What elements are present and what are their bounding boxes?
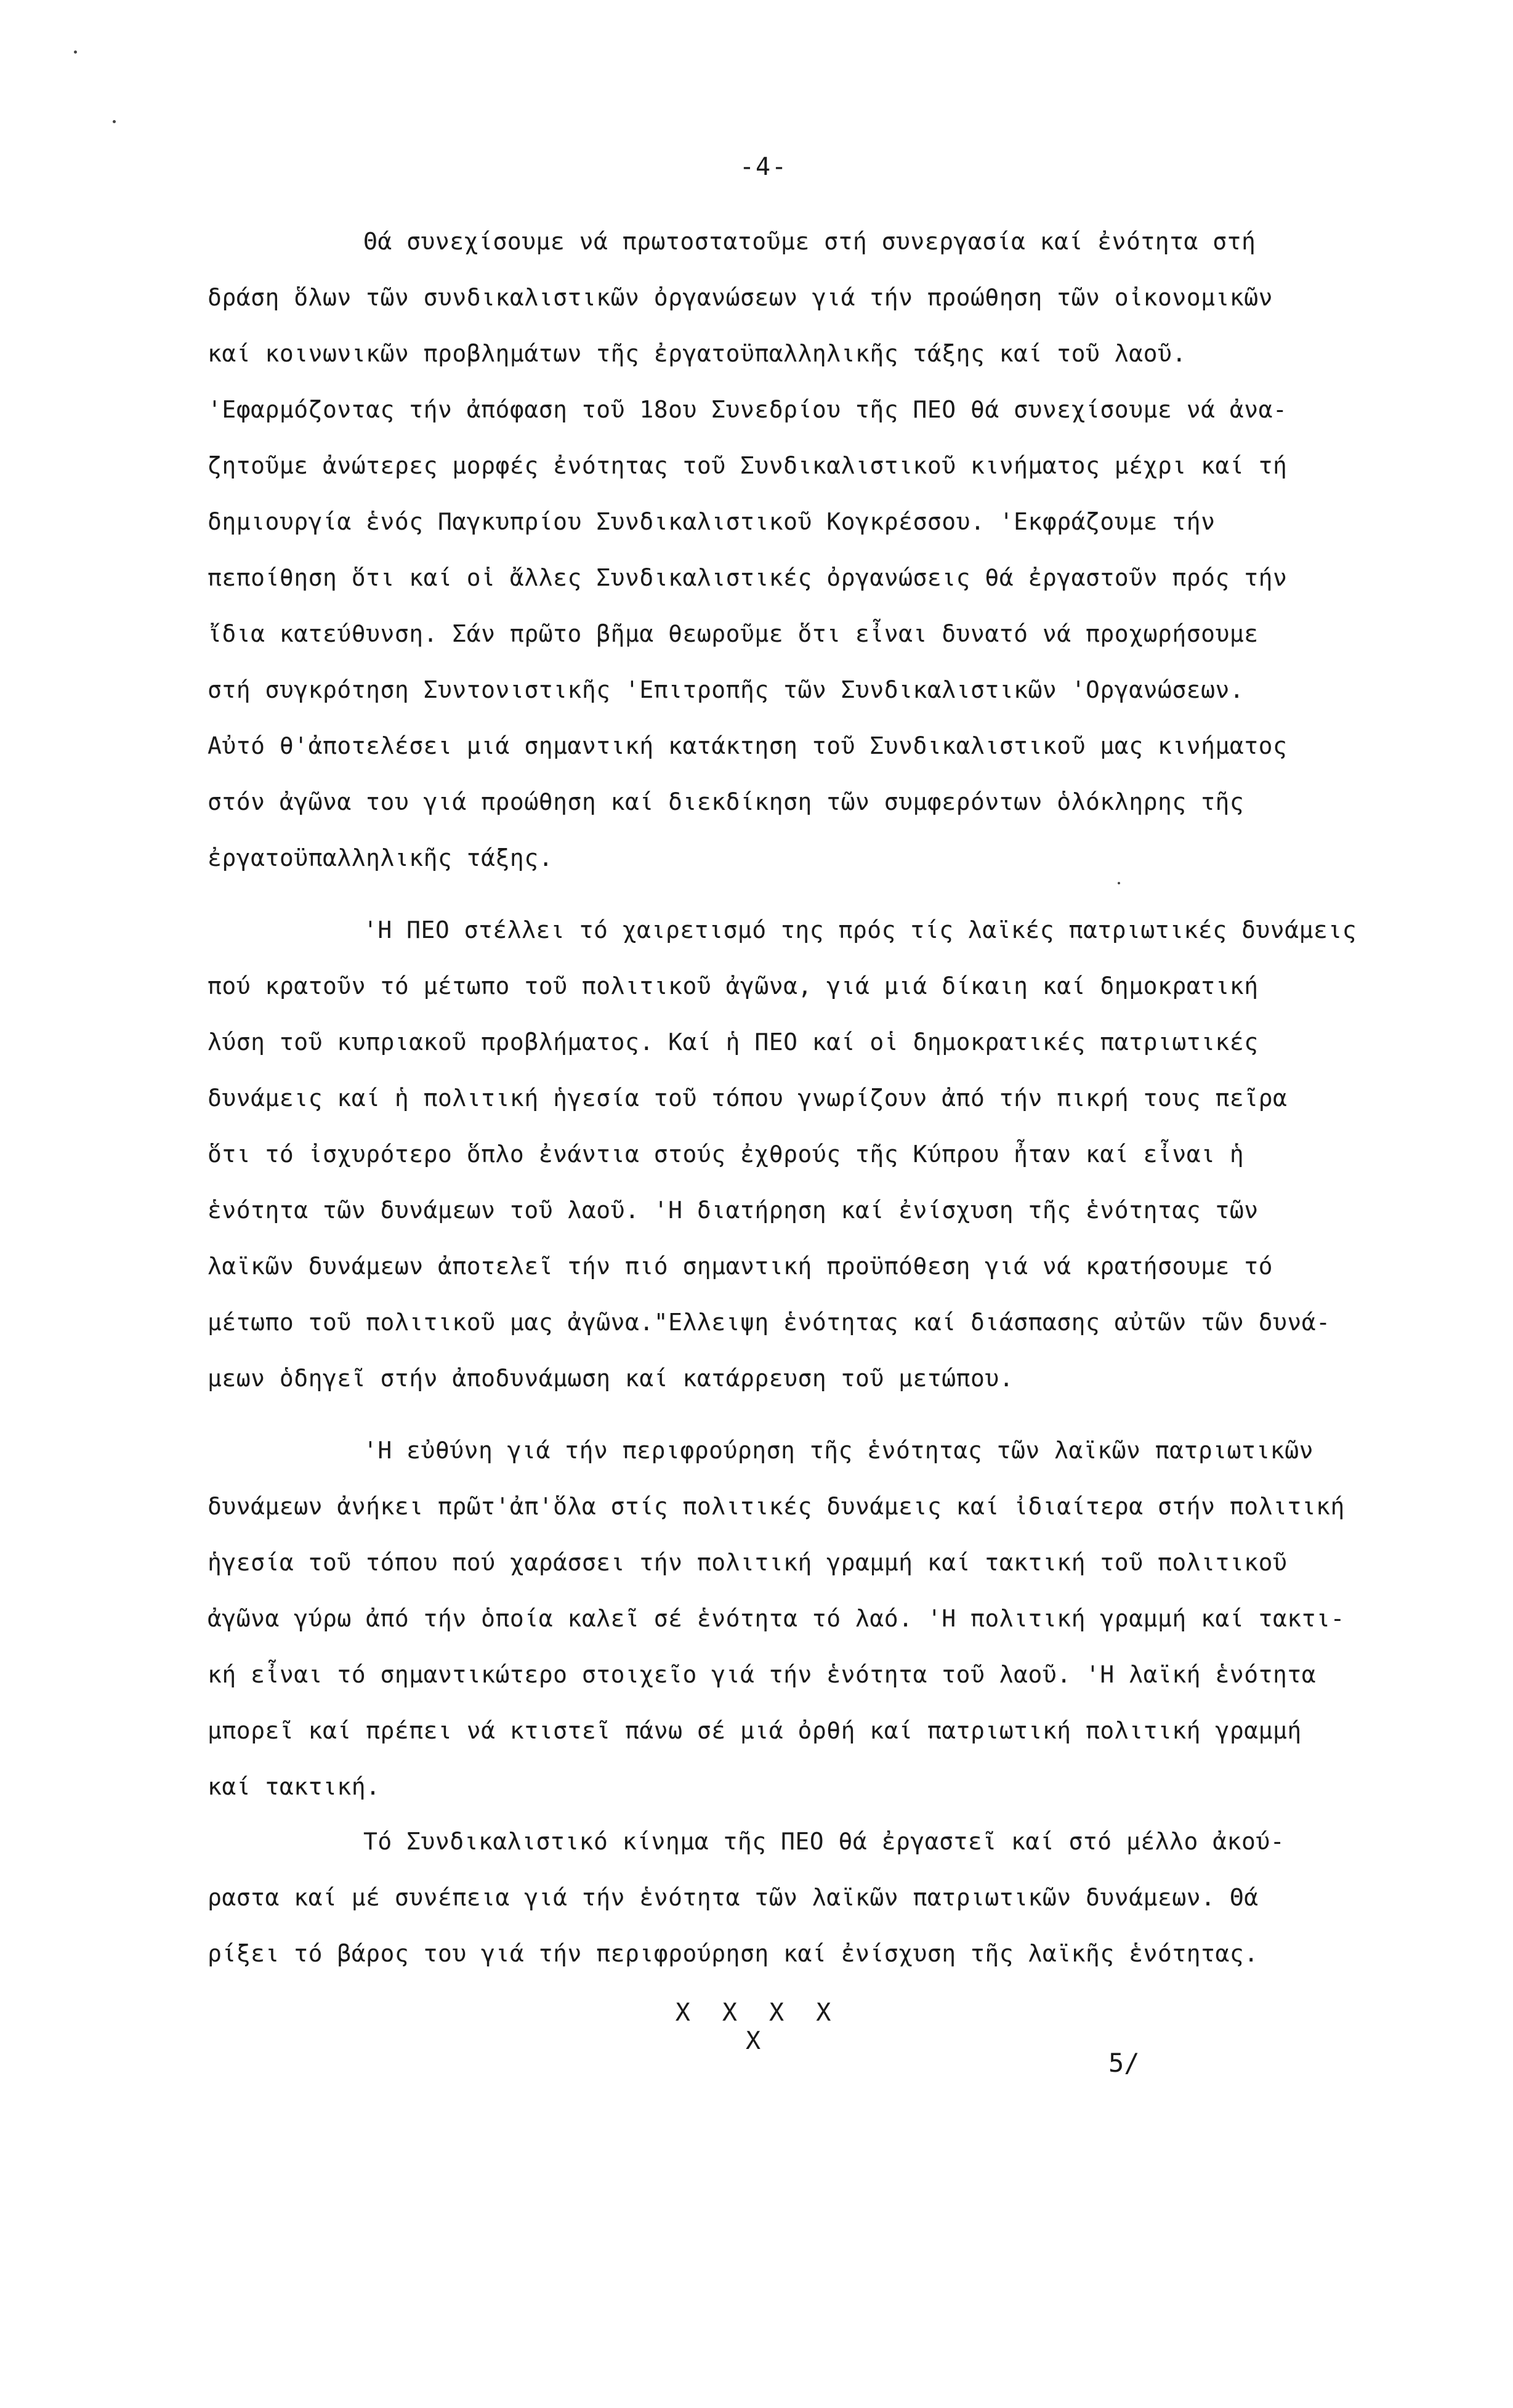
paragraph-2-line-7: λαϊκῶν δυνάμεων ἀποτελεῖ τήν πιό σημαντική προϋπόθεση γιά νά κρατήσουμε τό [208, 1253, 1273, 1280]
paragraph-4-line-2: ραστα καί μέ συνέπεια γιά τήν ἑνότητα τῶν λαϊκῶν πατριωτικῶν δυνάμεων. Θά [208, 1884, 1259, 1911]
paragraph-1-line-7: πεποίθηση ὅτι καί οἱ ἄλλες Συνδικαλιστικές ὀργανώσεις θά ἐργαστοῦν πρός τήν [208, 564, 1288, 591]
scan-speck [1118, 882, 1120, 884]
paragraph-3-line-6: μπορεῖ καί πρέπει νά κτιστεῖ πάνω σέ μιά ὀρθή καί πατριωτική πολιτική γραμμή [208, 1717, 1302, 1744]
paragraph-1-line-4: 'Εφαρμόζοντας τήν ἀπόφαση τοῦ 18ου Συνεδρίου τῆς ΠΕΟ θά συνεχίσουμε νά ἀνα- [208, 396, 1288, 423]
paragraph-1-line-1: Θά συνεχίσουμε νά πρωτοστατοῦμε στή συνεργασία καί ἐνότητα στή [363, 228, 1256, 255]
page-number: -4- [739, 153, 788, 181]
paragraph-2-line-5: ὅτι τό ἰσχυρότερο ὅπλο ἐνάντια στούς ἐχθρούς τῆς Κύπρου ἦταν καί εἶναι ἡ [208, 1141, 1245, 1168]
paragraph-3-line-4: ἀγῶνα γύρω ἀπό τήν ὁποία καλεῖ σέ ἑνότητα τό λαό. 'Η πολιτική γραμμή καί τακτι- [208, 1605, 1345, 1632]
paragraph-1-line-9: στή συγκρότηση Συντονιστικῆς 'Επιτροπῆς τῶν Συνδικαλιστικῶν 'Οργανώσεων. [208, 676, 1245, 703]
scan-speck [74, 51, 77, 54]
paragraph-3-line-3: ἡγεσία τοῦ τόπου πού χαράσσει τήν πολιτική γραμμή καί τακτική τοῦ πολιτικοῦ [208, 1549, 1288, 1576]
paragraph-3-line-1: 'Η εὐθύνη γιά τήν περιφρούρηση τῆς ἑνότητας τῶν λαϊκῶν πατριωτικῶν [363, 1437, 1313, 1464]
paragraph-2-line-2: πού κρατοῦν τό μέτωπο τοῦ πολιτικοῦ ἀγῶνα, γιά μιά δίκαιη καί δημοκρατική [208, 972, 1259, 1000]
paragraph-1-line-6: δημιουργία ἑνός Παγκυπρίου Συνδικαλιστικοῦ Κογκρέσσου. 'Εκφράζουμε τήν [208, 508, 1216, 535]
paragraph-1-line-8: ἴδια κατεύθυνση. Σάν πρῶτο βῆμα θεωροῦμε ὅτι εἶναι δυνατό νά προχωρήσουμε [208, 620, 1259, 647]
paragraph-4-line-3: ρίξει τό βάρος του γιά τήν περιφρούρηση καί ἐνίσχυση τῆς λαϊκῆς ἑνότητας. [208, 1940, 1259, 1967]
paragraph-1-line-3: καί κοινωνικῶν προβλημάτων τῆς ἐργατοϋπαλληλικῆς τάξης καί τοῦ λαοῦ. [208, 340, 1187, 367]
paragraph-3-line-7: καί τακτική. [208, 1773, 381, 1800]
section-separator: X X X X X [675, 1998, 840, 2055]
paragraph-2-line-4: δυνάμεις καί ἡ πολιτική ἡγεσία τοῦ τόπου γνωρίζουν ἀπό τήν πικρή τους πεῖρα [208, 1085, 1288, 1112]
paragraph-1-line-2: δράση ὅλων τῶν συνδικαλιστικῶν ὀργανώσεων γιά τήν προώθηση τῶν οἰκονομικῶν [208, 284, 1273, 311]
paragraph-2-line-3: λύση τοῦ κυπριακοῦ προβλήματος. Καί ἡ ΠΕΟ καί οἱ δημοκρατικές πατριωτικές [208, 1028, 1259, 1056]
next-page-marker: 5/ [1108, 2048, 1140, 2078]
paragraph-2-line-1: 'Η ΠΕΟ στέλλει τό χαιρετισμό της πρός τίς λαϊκές πατριωτικές δυνάμεις [363, 916, 1357, 943]
paragraph-2-line-6: ἑνότητα τῶν δυνάμεων τοῦ λαοῦ. 'Η διατήρηση καί ἐνίσχυση τῆς ἑνότητας τῶν [208, 1197, 1259, 1224]
scan-speck [113, 120, 116, 123]
paragraph-3-line-2: δυνάμεων ἀνήκει πρῶτ'ἀπ'ὅλα στίς πολιτικές δυνάμεις καί ἰδιαίτερα στήν πολιτική [208, 1493, 1345, 1520]
paragraph-4-line-1: Τό Συνδικαλιστικό κίνημα τῆς ΠΕΟ θά ἐργαστεῖ καί στό μέλλο ἀκού- [363, 1828, 1285, 1855]
paragraph-2-line-9: μεων ὁδηγεῖ στήν ἀποδυνάμωση καί κατάρρευση τοῦ μετώπου. [208, 1365, 1014, 1392]
paragraph-2-line-8: μέτωπο τοῦ πολιτικοῦ μας ἀγῶνα."Ελλειψη ἑνότητας καί διάσπασης αὐτῶν τῶν δυνά- [208, 1309, 1331, 1336]
paragraph-1-line-10: Αὐτό θ'ἀποτελέσει μιά σημαντική κατάκτηση τοῦ Συνδικαλιστικοῦ μας κινήματος [208, 732, 1288, 759]
paragraph-1-line-11: στόν ἀγῶνα του γιά προώθηση καί διεκδίκηση τῶν συμφερόντων ὁλόκληρης τῆς [208, 788, 1245, 815]
paragraph-1-line-12: ἐργατοϋπαλληλικῆς τάξης. [208, 844, 554, 871]
paragraph-1-line-5: ζητοῦμε ἀνώτερες μορφές ἐνότητας τοῦ Συνδικαλιστικοῦ κινήματος μέχρι καί τή [208, 452, 1288, 479]
paragraph-3-line-5: κή εἶναι τό σημαντικώτερο στοιχεῖο γιά τήν ἑνότητα τοῦ λαοῦ. 'Η λαϊκή ἑνότητα [208, 1661, 1317, 1688]
